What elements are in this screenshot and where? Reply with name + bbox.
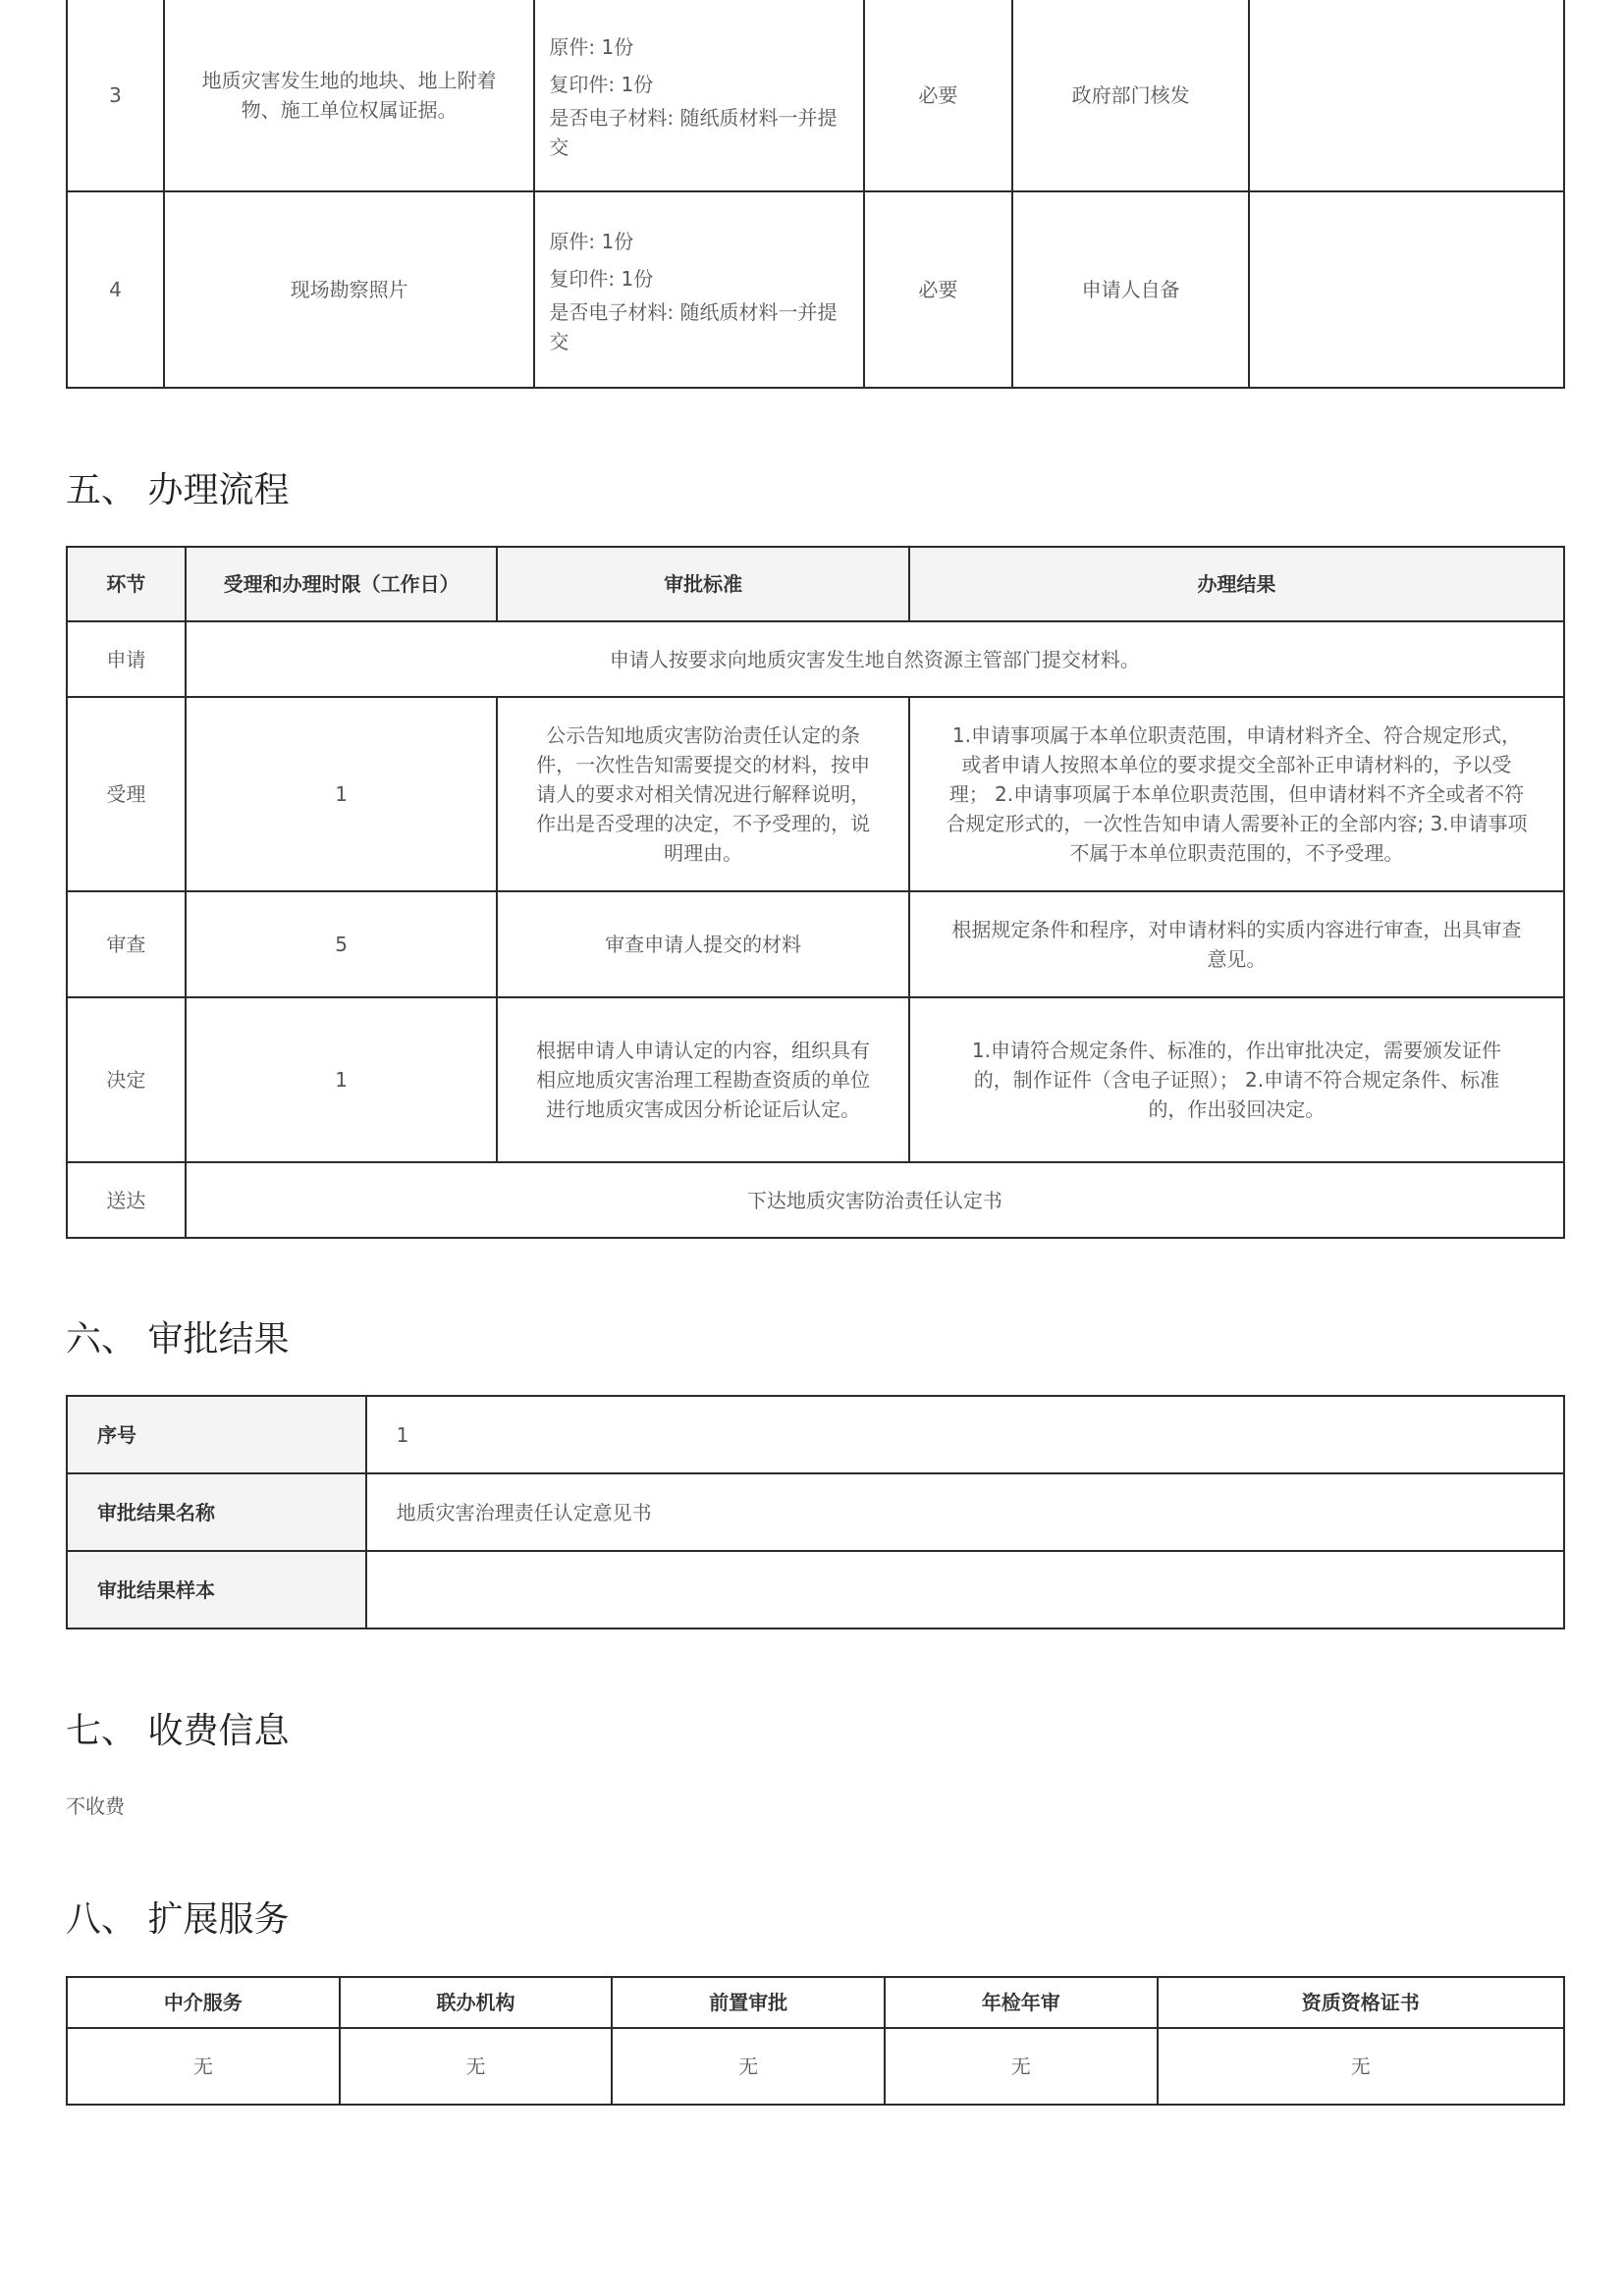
material-form: 原件: 1份 复印件: 1份 是否电子材料: 随纸质材料一并提交: [534, 191, 864, 388]
extend-value: 无: [67, 2028, 340, 2105]
table-header-row: [67, 1977, 1564, 2028]
step-standard: 公示告知地质灾害防治责任认定的条件，一次性告知需要提交的材料，按申请人的要求对相关情况进行解释说明，作出是否受理的决定，不予受理的，说明理由。: [497, 697, 908, 891]
result-value: 地质灾害治理责任认定意见书: [366, 1473, 1564, 1551]
material-source: 政府部门核发: [1012, 0, 1250, 191]
step-desc: 申请人按要求向地质灾害发生地自然资源主管部门提交材料。: [186, 621, 1564, 697]
step-result: 根据规定条件和程序，对申请材料的实质内容进行审查，出具审查意见。: [909, 891, 1564, 997]
header-annual-check: 年检年审: [885, 1977, 1158, 2028]
step-standard: 根据申请人申请认定的内容，组织具有相应地质灾害治理工程勘查资质的单位进行地质灾害成因分析论证后认定。: [497, 997, 908, 1162]
material-no: 3: [67, 0, 164, 191]
table-row: [67, 2028, 1564, 2105]
header-result: 办理结果: [909, 547, 1564, 621]
materials-table: [66, 0, 1565, 389]
table-row: [67, 0, 1564, 191]
table-row: [67, 1551, 1564, 1629]
material-note: [1249, 0, 1564, 191]
extend-value: 无: [612, 2028, 885, 2105]
result-label: 审批结果名称: [67, 1473, 366, 1551]
result-value: 1: [366, 1396, 1564, 1473]
step-label: 申请: [67, 621, 186, 697]
step-desc: 下达地质灾害防治责任认定书: [186, 1162, 1564, 1238]
header-step: 环节: [67, 547, 186, 621]
material-no: 4: [67, 191, 164, 388]
table-row: [67, 697, 1564, 891]
fee-text: 不收费: [66, 1794, 125, 1818]
table-row: [67, 1473, 1564, 1551]
step-standard: 审查申请人提交的材料: [497, 891, 908, 997]
step-label: 审查: [67, 891, 186, 997]
header-intermediary: 中介服务: [67, 1977, 340, 2028]
table-row: [67, 997, 1564, 1162]
step-days: 5: [186, 891, 498, 997]
table-row: [67, 1162, 1564, 1238]
process-table: [66, 546, 1565, 1239]
result-label: 序号: [67, 1396, 366, 1473]
extend-value: 无: [1158, 2028, 1564, 2105]
step-days: 1: [186, 697, 498, 891]
table-row: [67, 891, 1564, 997]
extend-value: 无: [885, 2028, 1158, 2105]
extend-table: [66, 1976, 1565, 2106]
header-standard: 审批标准: [497, 547, 908, 621]
extend-value: 无: [340, 2028, 613, 2105]
section-title-process: 五、 办理流程: [66, 470, 290, 510]
table-header-row: [67, 547, 1564, 621]
material-required: 必要: [864, 0, 1012, 191]
header-days: 受理和办理时限（工作日）: [186, 547, 498, 621]
step-result: 1.申请符合规定条件、标准的，作出审批决定，需要颁发证件的，制作证件（含电子证照）； 2.申请不符合规定条件、标准的，作出驳回决定。: [909, 997, 1564, 1162]
step-label: 受理: [67, 697, 186, 891]
material-name: 地质灾害发生地的地块、地上附着物、施工单位权属证据。: [164, 0, 535, 191]
result-value: [366, 1551, 1564, 1629]
table-row: [67, 621, 1564, 697]
section-title-result: 六、 审批结果: [66, 1319, 290, 1360]
material-note: [1249, 191, 1564, 388]
step-result: 1.申请事项属于本单位职责范围，申请材料齐全、符合规定形式，或者申请人按照本单位的要求提交全部补正申请材料的，予以受理； 2.申请事项属于本单位职责范围，但申请材料不齐全或者不符合规定形式的，一次性告知申请人需要补正的全部内容; 3.申请事项不属于本单位职责范围的，不予受理。: [909, 697, 1564, 891]
step-label: 送达: [67, 1162, 186, 1238]
section-title-extend: 八、 扩展服务: [66, 1899, 290, 1940]
material-name: 现场勘察照片: [164, 191, 535, 388]
section-title-fee: 七、 收费信息: [66, 1711, 290, 1751]
material-form: 原件: 1份 复印件: 1份 是否电子材料: 随纸质材料一并提交: [534, 0, 864, 191]
material-required: 必要: [864, 191, 1012, 388]
table-row: [67, 1396, 1564, 1473]
header-joint-agency: 联办机构: [340, 1977, 613, 2028]
table-row: [67, 191, 1564, 388]
step-label: 决定: [67, 997, 186, 1162]
step-days: 1: [186, 997, 498, 1162]
result-label: 审批结果样本: [67, 1551, 366, 1629]
header-certificate: 资质资格证书: [1158, 1977, 1564, 2028]
result-table: [66, 1395, 1565, 1629]
header-pre-approval: 前置审批: [612, 1977, 885, 2028]
material-source: 申请人自备: [1012, 191, 1250, 388]
